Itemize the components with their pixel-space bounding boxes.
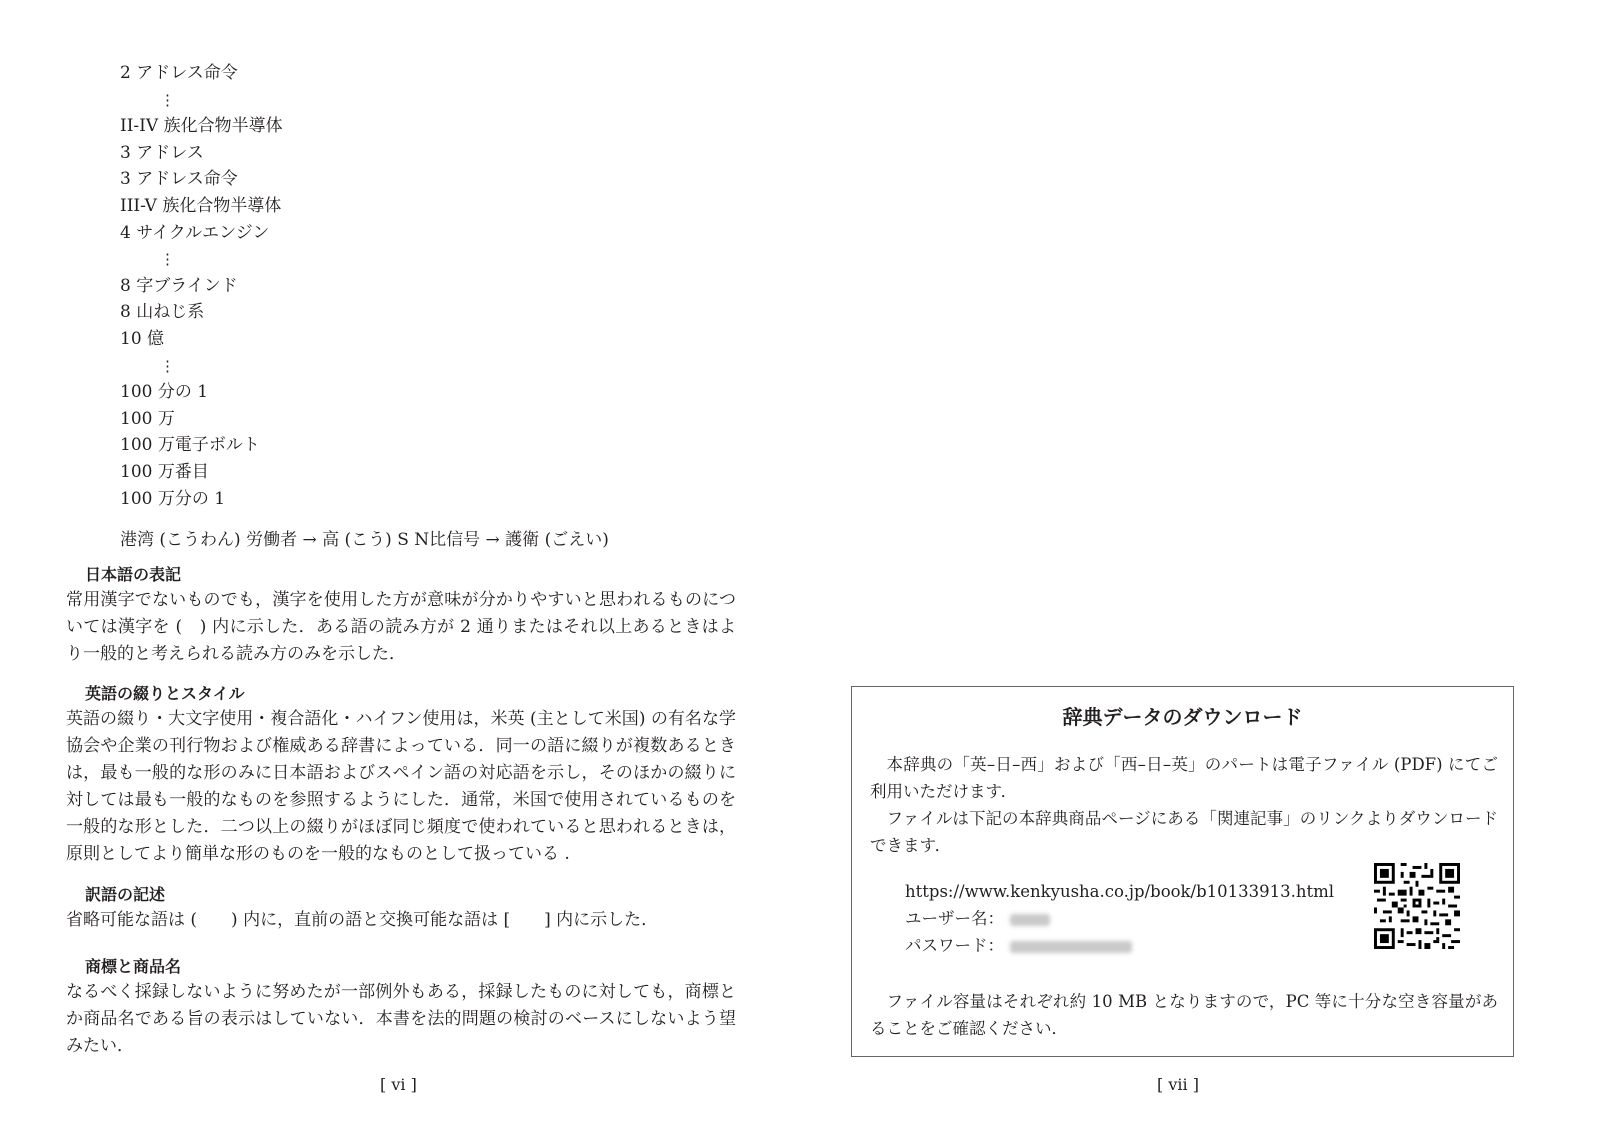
instructions-paragraph: ファイルは下記の本辞典商品ページにある「関連記事」のリンクよりダウンロードできます． (870, 809, 1498, 855)
list-item: 100 万電子ボルト (120, 435, 260, 456)
page-number: [ vi ] (380, 1075, 417, 1094)
section-english-spelling (66, 682, 736, 868)
list-item: 2 アドレス命令 (120, 63, 238, 83)
password-label: パスワード： (905, 936, 1004, 955)
username-row (905, 905, 1334, 932)
list-item: 10 億 (120, 328, 165, 349)
section-heading: 日本語の表記 (85, 565, 182, 584)
ellipsis-icon: ⋮ (160, 250, 175, 269)
section-heading: 商標と商品名 (85, 957, 182, 976)
download-url-link[interactable]: https://www.kenkyusha.co.jp/book/b10133913.html (905, 882, 1335, 901)
list-item: III-V 族化合物半導体 (120, 195, 282, 216)
list-item: 100 万分の 1 (120, 488, 226, 509)
download-info-box (851, 686, 1514, 1057)
section-japanese-notation (66, 563, 736, 668)
list-item: 8 山ねじ系 (120, 302, 205, 323)
right-page (800, 0, 1600, 1137)
password-redacted (1010, 941, 1132, 953)
ellipsis-icon: ⋮ (160, 90, 175, 109)
section-heading: 訳語の記述 (85, 885, 166, 904)
list-item: II-IV 族化合物半導体 (120, 116, 283, 137)
ellipsis-icon: ⋮ (160, 356, 175, 375)
password-row (905, 932, 1334, 959)
username-redacted (1010, 914, 1050, 926)
qr-code-icon[interactable] (1374, 863, 1460, 949)
file-size-paragraph: ファイル容量はそれぞれ約 10 MB となりますので，PC 等に十分な空き容量があることをご確認ください． (870, 992, 1498, 1038)
list-item: 3 アドレス (120, 142, 204, 163)
section-translation-notation (66, 883, 736, 934)
page-number: [ vii ] (1157, 1075, 1199, 1094)
section-trademarks (66, 955, 736, 1060)
list-item: 100 分の 1 (120, 382, 209, 403)
list-item: 100 万番目 (120, 461, 209, 482)
list-item: 4 サイクルエンジン (120, 222, 270, 243)
box-title: 辞典データのダウンロード (1062, 705, 1303, 729)
section-body: 省略可能な語は ( ) 内に，直前の語と交換可能な語は [ ] 内に示した． (66, 910, 659, 930)
list-item: 8 字ブラインド (120, 275, 238, 296)
section-body: なるべく採録しないように努めたが一部例外もある，採録したものに対しても，商標とか商品名である旨の表示はしていない．本書を法的問題の検討のベースにしないよう望みたい． (66, 982, 736, 1056)
example-line: 港湾 (こうわん) 労働者 → 高 (こう) S N比信号 → 護衛 (ごえい) (120, 530, 609, 550)
section-heading: 英語の綴りとスタイル (85, 684, 245, 703)
section-body: 英語の綴り・大文字使用・複合語化・ハイフン使用は，米英 (主として米国) の有名な学協会や企業の刊行物および権威ある辞書によっている．同一の語に綴りが複数あるときは，最も一般的な形のみに日本語およびスペイン語の対応語を示し，そのほかの綴りに対しては最も一般的なものを参照するようにした．通常，米国で使用されているものを一般的な形とした．二つ以上の綴りがほぼ同じ頻度で使われていると思われるときは，原則としてより簡単な形のものを一般的なものとして扱っている . (66, 709, 736, 864)
section-body: 常用漢字でないものでも，漢字を使用した方が意味が分かりやすいと思われるものについては漢字を ( ) 内に示した．ある語の読み方が 2 通りまたはそれ以上あるときはより一般的と考えられる読み方のみを示した． (66, 590, 736, 664)
sort-order-list (120, 60, 680, 512)
list-item: 3 アドレス命令 (120, 169, 238, 190)
intro-paragraph: 本辞典の「英–日–西」および「西–日–英」のパートは電子ファイル (PDF) にてご利用いただけます． (870, 755, 1498, 801)
username-label: ユーザー名： (905, 909, 1004, 928)
credentials-block (905, 878, 1334, 959)
list-item: 100 万 (120, 408, 175, 429)
